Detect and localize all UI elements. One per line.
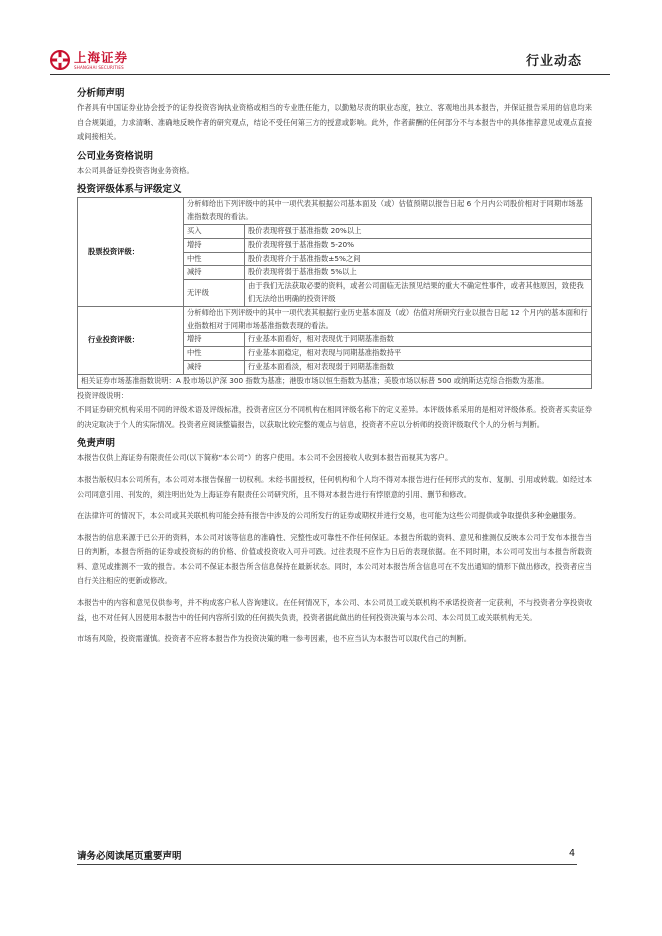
rating-definition: 股价表现将介于基准指数±5%之间 [245, 252, 592, 266]
rating-label: 中性 [184, 347, 245, 361]
disclaimer-paragraph: 本报告版权归本公司所有，本公司对本报告保留一切权利。未经书面授权，任何机构和个人均不得对本报告进行任何形式的发布、复制、引用或转载。如经过本公司同意引用、刊发的，须注明出处为上海证券有限责任公司研究所，且不得对本报告进行有悖原意的引用、删节和修改。 [77, 474, 592, 499]
page-header [0, 0, 662, 80]
page-number: 4 [568, 848, 575, 859]
table-row [78, 306, 592, 333]
rating-explain-title: 投资评级说明： [77, 390, 129, 400]
rating-explain-text: 不同证券研究机构采用不同的评级术语及评级标准，投资者应区分不同机构在相同评级名称下的定义差异。本评级体系采用的是相对评级体系。投资者买卖证券的决定取决于个人的实际情况。投资者应阅读整篇报告，以获取比较完整的观点与信息，投资者不应以分析师的投资评级取代个人的分析与判断。 [77, 405, 592, 429]
rating-label: 无评级 [184, 280, 245, 307]
report-type-title: 行业动态 [525, 54, 582, 69]
rating-definition: 行业基本面稳定，相对表现与同期基准指数持平 [245, 347, 592, 361]
rating-label: 增持 [184, 333, 245, 347]
rating-label: 增持 [184, 238, 245, 252]
rating-definition: 行业基本面看淡，相对表现弱于同期基准指数 [245, 360, 592, 374]
analyst-statement-text: 作者具有中国证券业协会授予的证券投资咨询执业资格或相当的专业胜任能力，以勤勉尽责的职业态度，独立、客观地出具本报告，并保证报告采用的信息均来自合规渠道，力求清晰、准确地反映作者的研究观点，结论不受任何第三方的授意或影响。此外，作者薪酬的任何部分不与本报告中的具体推荐意见或观点直接或间接相关。 [77, 103, 592, 142]
rating-definition: 由于我们无法获取必要的资料，或者公司面临无法预见结果的重大不确定性事件，或者其他原因，致使我们无法给出明确的投资评级 [245, 280, 592, 307]
disclaimer-paragraph: 本报告的信息来源于已公开的资料，本公司对该等信息的准确性、完整性或可靠性不作任何保证。本报告所载的资料、意见和推测仅反映本公司于发布本报告当日的判断，本报告所指的证券或投资标的的价格、价值或投资收入可升可跌。过往表现不应作为日后的表现依据。在不同时期，本公司可发出与本报告所载资料、意见或推测不一致的报告。本公司不保证本报告所含信息保持在最新状态。同时，本公司对本报告所含信息可在不发出通知的情形下做出修改，投资者应当自行关注相应的更新或修改。 [77, 532, 592, 586]
rating-definition: 行业基本面看好，相对表现优于同期基准指数 [245, 333, 592, 347]
footer-divider [77, 864, 577, 865]
rating-heading: 投资评级体系与评级定义 [77, 184, 182, 196]
rating-definition: 股价表现将强于基准指数 5-20% [245, 238, 592, 252]
license-text: 本公司具备证券投资咨询业务资格。 [77, 165, 194, 175]
rating-table [77, 197, 592, 388]
rating-label: 买入 [184, 224, 245, 238]
header-divider [50, 74, 610, 75]
rating-definition: 股价表现将强于基准指数 20%以上 [245, 224, 592, 238]
table-row [78, 198, 592, 225]
rating-definition: 股价表现将弱于基准指数 5%以上 [245, 266, 592, 280]
benchmark-footnote: 相关证券市场基准指数说明：A 股市场以沪深 300 指数为基准；港股市场以恒生指数为基准；美股市场以标普 500 或纳斯达克综合指数为基准。 [78, 374, 592, 388]
page-footer [77, 848, 575, 862]
disclaimer-paragraph: 市场有风险，投资需谨慎。投资者不应将本报告作为投资决策的唯一参考因素，也不应当认为本报告可以取代自己的判断。 [77, 634, 472, 644]
rating-label: 减持 [184, 360, 245, 374]
logo-name-cn: 上海证券 [74, 49, 129, 65]
disclaimer-paragraph: 本报告中的内容和意见仅供参考，并不构成客户私人咨询建议。在任何情况下，本公司、本公司员工或关联机构不承诺投资者一定获利，不与投资者分享投资收益，也不对任何人因使用本报告中的任何内容所引致的任何损失负责，投资者据此做出的任何投资决策与本公司、本公司员工或关联机构无关。 [77, 598, 592, 622]
page-content [77, 86, 592, 647]
company-logo [50, 50, 128, 70]
industry-rating-desc: 分析师给出下列评级中的其中一项代表其根据行业历史基本面及（或）估值对所研究行业以报告日起 12 个月内的基本面和行业指数相对于同期市场基准指数表现的看法。 [184, 306, 592, 333]
logo-name-en: SHANGHAI SECURITIES [74, 64, 124, 70]
disclaimer-heading: 免责声明 [77, 438, 116, 450]
table-row [78, 374, 592, 388]
stock-rating-desc: 分析师给出下列评级中的其中一项代表其根据公司基本面及（或）估值预期以报告日起 6 个月内公司股价相对于同期市场基准指数表现的看法。 [184, 198, 592, 225]
analyst-statement-heading: 分析师声明 [77, 88, 125, 99]
logo-mark-icon [50, 50, 70, 70]
license-heading: 公司业务资格说明 [77, 150, 154, 162]
rating-label: 减持 [184, 266, 245, 280]
stock-rating-category: 股票投资评级： [78, 198, 184, 306]
rating-label: 中性 [184, 252, 245, 266]
disclaimer-paragraph: 在法律许可的情况下，本公司或其关联机构可能会持有报告中涉及的公司所发行的证券或期权并进行交易，也可能为这些公司提供或争取提供多种金融服务。 [77, 511, 581, 521]
footer-notice: 请务必阅读尾页重要声明 [77, 851, 182, 862]
industry-rating-category: 行业投资评级： [78, 306, 184, 374]
disclaimer-paragraph: 本报告仅供上海证券有限责任公司(以下简称“本公司”）的客户使用。本公司不会因接收人收到本报告而视其为客户。 [77, 453, 453, 463]
